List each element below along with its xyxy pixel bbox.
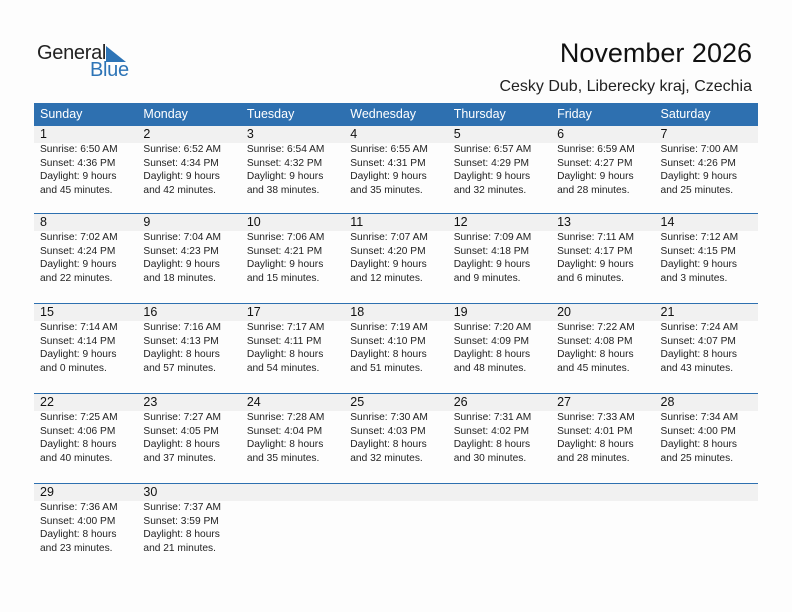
day-number [454,484,551,501]
day-cell [344,394,447,465]
daylight-minutes-text: and 40 minutes. [40,452,113,464]
empty-day-cell [551,484,654,555]
day-number [247,484,344,501]
day-number: 17 [246,305,261,319]
day-number: 26 [453,395,468,409]
daylight-minutes-text: and 3 minutes. [660,272,728,284]
sunrise-text: Sunrise: 6:57 AM [453,144,532,155]
daylight-hours-text: Daylight: 9 hours [453,171,531,182]
sunset-text: Sunset: 4:18 PM [453,245,530,257]
day-cell [448,304,551,375]
daylight-minutes-text: and 35 minutes. [350,184,423,196]
sunrise-text: Sunrise: 7:00 AM [660,144,739,155]
week-row [34,303,758,393]
sunrise-text: Sunrise: 7:30 AM [350,412,428,423]
day-cell [34,126,137,197]
sunrise-text: Sunrise: 6:59 AM [557,144,635,155]
page-title: November 2026 [559,38,752,68]
day-cell [448,126,551,197]
daylight-hours-text: Daylight: 9 hours [350,259,427,270]
sunrise-text: Sunrise: 7:28 AM [246,412,325,423]
day-number: 8 [40,215,47,229]
daylight-hours-text: Daylight: 8 hours [246,439,324,450]
daylight-hours-text: Daylight: 8 hours [143,529,220,540]
day-number: 30 [143,485,158,499]
day-number: 19 [453,305,468,319]
daylight-minutes-text: and 23 minutes. [40,542,113,554]
daylight-minutes-text: and 57 minutes. [143,362,216,374]
weekday-header-saturday: Saturday [660,107,711,121]
daylight-hours-text: Daylight: 8 hours [40,439,117,450]
sunset-text: Sunset: 4:23 PM [143,245,219,257]
sunset-text: Sunset: 4:05 PM [143,425,219,437]
daylight-minutes-text: and 45 minutes. [557,362,630,374]
daylight-hours-text: Daylight: 9 hours [246,259,324,270]
daylight-hours-text: Daylight: 9 hours [40,259,117,270]
daylight-minutes-text: and 9 minutes. [453,272,521,284]
sunrise-text: Sunrise: 7:24 AM [660,322,739,333]
daylight-hours-text: Daylight: 9 hours [246,171,324,182]
day-cell [34,394,137,465]
sunset-text: Sunset: 4:27 PM [557,157,633,169]
day-cell [137,394,240,465]
daylight-hours-text: Daylight: 8 hours [40,529,117,540]
weekday-header-wednesday: Wednesday [350,107,417,121]
day-cell [551,126,654,197]
sunrise-text: Sunrise: 6:54 AM [246,144,325,155]
daylight-hours-text: Daylight: 8 hours [246,349,324,360]
daylight-hours-text: Daylight: 9 hours [660,171,737,182]
sunset-text: Sunset: 4:14 PM [40,335,116,347]
daylight-hours-text: Daylight: 9 hours [40,349,117,360]
sunrise-text: Sunrise: 7:09 AM [453,232,532,243]
day-cell [655,214,758,285]
sunset-text: Sunset: 4:17 PM [557,245,633,257]
day-number: 6 [557,127,565,141]
daylight-minutes-text: and 32 minutes. [453,184,527,196]
daylight-minutes-text: and 28 minutes. [557,452,630,464]
day-number: 13 [557,215,572,229]
sunrise-text: Sunrise: 7:06 AM [246,232,325,243]
day-number [661,484,758,501]
day-number: 2 [143,127,151,141]
daylight-minutes-text: and 37 minutes. [143,452,216,464]
daylight-hours-text: Daylight: 8 hours [143,439,220,450]
daylight-hours-text: Daylight: 9 hours [40,171,117,182]
sunrise-text: Sunrise: 7:37 AM [143,502,222,513]
sunset-text: Sunset: 4:24 PM [40,245,116,257]
day-number: 12 [453,215,468,229]
sunrise-text: Sunrise: 7:25 AM [40,412,118,423]
daylight-hours-text: Daylight: 9 hours [557,171,634,182]
calendar-grid [34,103,758,573]
daylight-hours-text: Daylight: 9 hours [143,171,220,182]
daylight-minutes-text: and 25 minutes. [660,184,734,196]
logo-text-blue: Blue [90,59,129,81]
logo [37,42,137,82]
daylight-minutes-text: and 35 minutes. [246,452,320,464]
sunrise-text: Sunrise: 7:19 AM [350,322,428,333]
day-number [350,484,447,501]
daylight-hours-text: Daylight: 9 hours [453,259,531,270]
day-cell [34,214,137,285]
day-cell [551,214,654,285]
daylight-hours-text: Daylight: 8 hours [350,349,427,360]
empty-day-cell [241,484,344,555]
day-number: 29 [40,485,54,499]
daylight-minutes-text: and 45 minutes. [40,184,113,196]
sunrise-text: Sunrise: 6:55 AM [350,144,428,155]
daylight-hours-text: Daylight: 8 hours [660,349,737,360]
sunrise-text: Sunrise: 7:11 AM [557,232,634,243]
daylight-hours-text: Daylight: 9 hours [660,259,737,270]
daylight-minutes-text: and 28 minutes. [557,184,630,196]
sunrise-text: Sunrise: 7:17 AM [246,322,325,333]
day-number: 3 [246,127,254,141]
day-number: 11 [350,215,364,229]
daylight-minutes-text: and 25 minutes. [660,452,734,464]
sunset-text: Sunset: 4:08 PM [557,335,633,347]
sunset-text: Sunset: 4:02 PM [453,425,530,437]
daylight-hours-text: Daylight: 8 hours [453,439,531,450]
day-cell [655,304,758,375]
day-cell [448,394,551,465]
day-cell [655,126,758,197]
weeks-container [34,126,758,573]
sunset-text: Sunset: 4:04 PM [246,425,323,437]
daylight-minutes-text: and 54 minutes. [246,362,320,374]
empty-day-cell [344,484,447,555]
sunset-text: Sunset: 4:34 PM [143,157,219,169]
daylight-minutes-text: and 43 minutes. [660,362,734,374]
daylight-hours-text: Daylight: 8 hours [557,349,634,360]
sunset-text: Sunset: 4:00 PM [40,515,116,527]
day-number: 14 [660,215,675,229]
day-number: 16 [143,305,158,319]
daylight-minutes-text: and 32 minutes. [350,452,423,464]
weekday-header-sunday: Sunday [40,107,83,121]
daylight-minutes-text: and 42 minutes. [143,184,216,196]
sunrise-text: Sunrise: 7:33 AM [557,412,635,423]
daylight-hours-text: Daylight: 8 hours [660,439,737,450]
day-cell [344,214,447,285]
empty-day-cell [655,484,758,555]
week-row [34,483,758,573]
day-cell [344,126,447,197]
sunrise-text: Sunrise: 7:16 AM [143,322,222,333]
sunset-text: Sunset: 4:01 PM [557,425,633,437]
day-number: 15 [40,305,54,319]
sunrise-text: Sunrise: 7:14 AM [40,322,118,333]
sunrise-text: Sunrise: 6:52 AM [143,144,222,155]
sunset-text: Sunset: 4:00 PM [660,425,736,437]
day-cell [241,126,344,197]
day-number: 10 [246,215,261,229]
day-cell [448,214,551,285]
daylight-minutes-text: and 48 minutes. [453,362,527,374]
daylight-minutes-text: and 22 minutes. [40,272,113,284]
weekday-header-monday: Monday [143,107,188,121]
day-number: 21 [660,305,675,319]
sunset-text: Sunset: 4:31 PM [350,157,426,169]
sunrise-text: Sunrise: 7:34 AM [660,412,739,423]
day-cell [137,126,240,197]
day-number [557,484,654,501]
sunrise-text: Sunrise: 7:31 AM [453,412,532,423]
sunset-text: Sunset: 4:29 PM [453,157,530,169]
day-number: 24 [246,395,261,409]
sunrise-text: Sunrise: 7:36 AM [40,502,118,513]
day-number: 20 [557,305,572,319]
day-number: 5 [453,127,461,141]
day-number: 22 [40,395,54,409]
day-number: 27 [557,395,572,409]
day-number: 25 [350,395,365,409]
daylight-minutes-text: and 51 minutes. [350,362,423,374]
sunset-text: Sunset: 4:09 PM [453,335,530,347]
day-number: 7 [660,127,668,141]
sunrise-text: Sunrise: 7:20 AM [453,322,532,333]
day-number: 9 [143,215,151,229]
week-row [34,393,758,483]
sunset-text: Sunset: 3:59 PM [143,515,219,527]
daylight-hours-text: Daylight: 9 hours [557,259,634,270]
daylight-minutes-text: and 18 minutes. [143,272,216,284]
day-number: 1 [40,127,47,141]
logo-text-general: General [37,42,107,64]
sunrise-text: Sunrise: 7:22 AM [557,322,635,333]
day-cell [551,304,654,375]
sunset-text: Sunset: 4:20 PM [350,245,426,257]
sunset-text: Sunset: 4:10 PM [350,335,426,347]
week-row [34,213,758,303]
sunset-text: Sunset: 4:32 PM [246,157,323,169]
day-cell [344,304,447,375]
day-cell [241,214,344,285]
daylight-minutes-text: and 30 minutes. [453,452,527,464]
sunrise-text: Sunrise: 7:07 AM [350,232,428,243]
day-cell [137,214,240,285]
sunrise-text: Sunrise: 7:02 AM [40,232,118,243]
daylight-minutes-text: and 12 minutes. [350,272,423,284]
sunset-text: Sunset: 4:36 PM [40,157,116,169]
day-cell [137,484,240,555]
sunset-text: Sunset: 4:06 PM [40,425,116,437]
sunrise-text: Sunrise: 7:04 AM [143,232,222,243]
sunrise-text: Sunrise: 7:12 AM [660,232,739,243]
daylight-hours-text: Daylight: 8 hours [143,349,220,360]
day-number: 4 [350,127,358,141]
sunrise-text: Sunrise: 7:27 AM [143,412,222,423]
day-number: 23 [143,395,158,409]
daylight-hours-text: Daylight: 9 hours [350,171,427,182]
daylight-hours-text: Daylight: 9 hours [143,259,220,270]
sunset-text: Sunset: 4:11 PM [246,335,322,347]
daylight-minutes-text: and 6 minutes. [557,272,624,284]
sunset-text: Sunset: 4:07 PM [660,335,736,347]
weekday-header-row [34,103,758,126]
daylight-minutes-text: and 15 minutes. [246,272,320,284]
empty-day-cell [448,484,551,555]
sunset-text: Sunset: 4:03 PM [350,425,426,437]
week-row [34,126,758,213]
day-number: 28 [660,395,675,409]
sunset-text: Sunset: 4:15 PM [660,245,736,257]
sunset-text: Sunset: 4:13 PM [143,335,219,347]
sunset-text: Sunset: 4:26 PM [660,157,736,169]
day-cell [241,394,344,465]
sunset-text: Sunset: 4:21 PM [246,245,323,257]
location-subtitle: Cesky Dub, Liberecky kraj, Czechia [499,78,752,95]
daylight-minutes-text: and 21 minutes. [143,542,216,554]
sunrise-text: Sunrise: 6:50 AM [40,144,118,155]
day-cell [34,304,137,375]
daylight-minutes-text: and 38 minutes. [246,184,320,196]
day-cell [241,304,344,375]
weekday-header-thursday: Thursday [453,107,506,121]
day-number: 18 [350,305,365,319]
daylight-hours-text: Daylight: 8 hours [557,439,634,450]
day-cell [34,484,137,555]
day-cell [137,304,240,375]
day-cell [655,394,758,465]
daylight-hours-text: Daylight: 8 hours [453,349,531,360]
weekday-header-tuesday: Tuesday [246,107,295,121]
daylight-hours-text: Daylight: 8 hours [350,439,427,450]
daylight-minutes-text: and 0 minutes. [40,362,107,374]
day-cell [551,394,654,465]
weekday-header-friday: Friday [557,107,592,121]
